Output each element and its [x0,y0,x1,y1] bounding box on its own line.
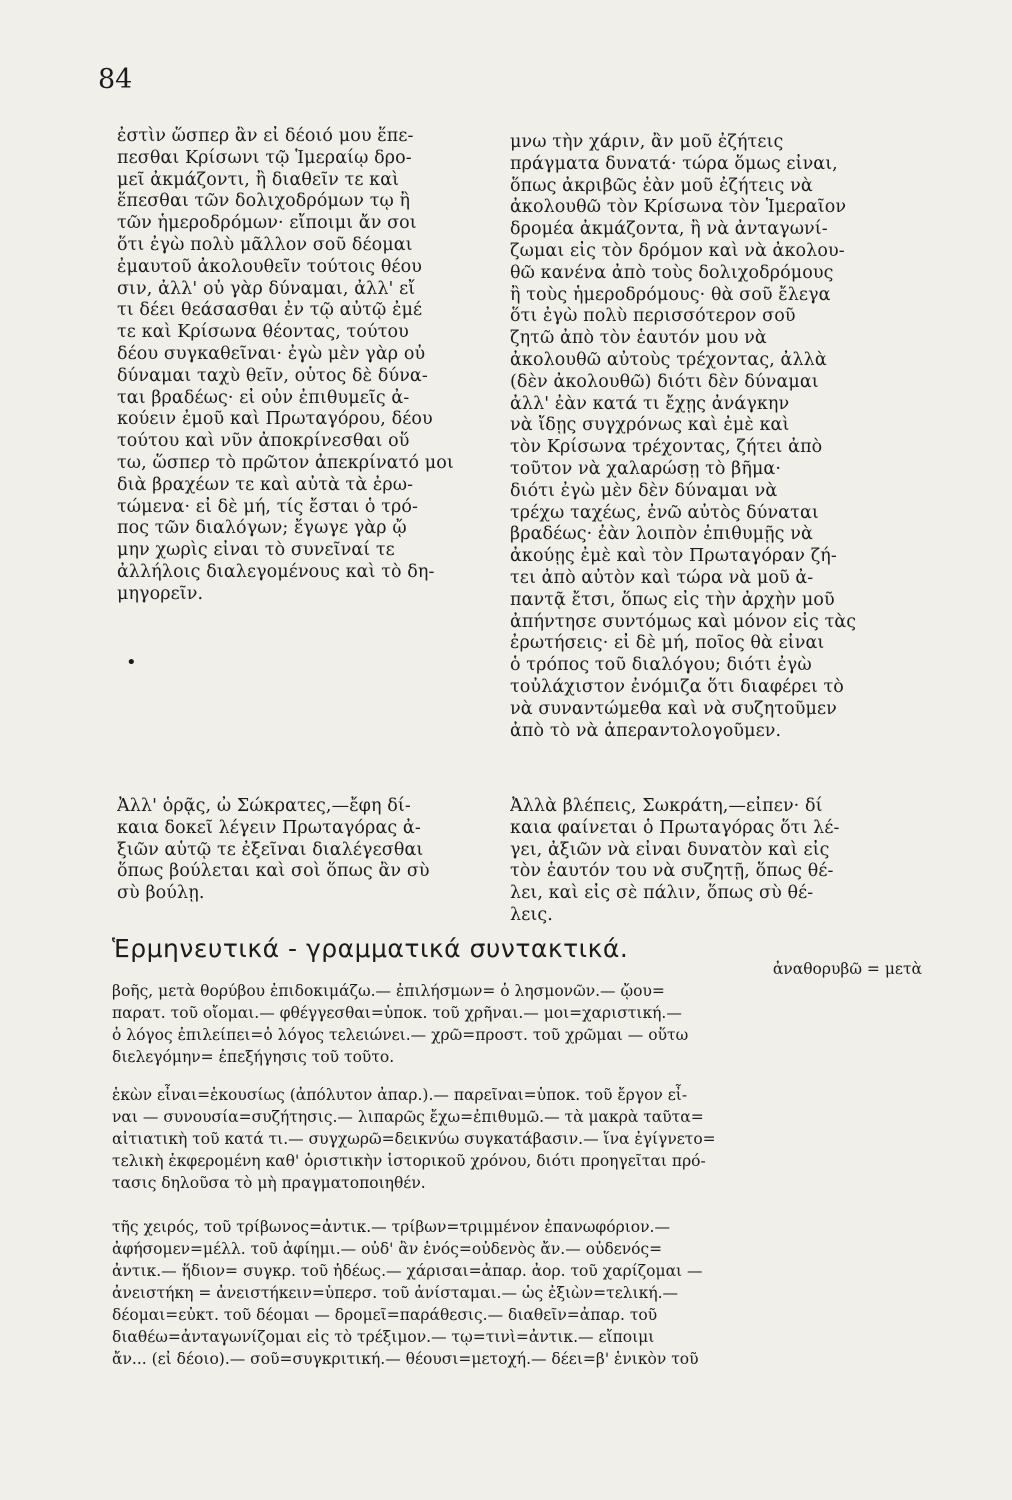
modern-translation-reply [510,796,920,927]
ancient-text-reply [117,796,477,905]
ancient-text-main [117,126,477,606]
text-line: Ἀλλὰ βλέπεις, Σωκράτη,—εἶπεν· δί [510,796,823,816]
note-line: ἑκὼν εἶναι=ἑκουσίως (ἀπόλυτον ἀπαρ.).— παρεῖναι=ὑποκ. τοῦ ἔργον εἶ- [112,1086,688,1104]
text-line: τω, ὥσπερ τὸ πρῶτον ἀπεκρίνατό μοι [117,452,454,473]
note-line: ἀνειστήκη = ἀνειστήκειν=ὑπερσ. τοῦ ἀνίσταμαι.— ὡς ἐξιὼν=τελική.— [112,1284,679,1302]
text-line: καια δοκεῖ λέγειν Πρωταγόρας ἀ- [117,817,421,838]
text-line: (δὲν ἀκολουθῶ) διότι δὲν δύναμαι [510,371,819,392]
text-line: ται βραδέως· εἰ οὖν ἐπιθυμεῖς ἀ- [117,387,410,408]
text-line: τε καὶ Κρίσωνα θέοντας, τούτου [117,322,409,343]
text-line: ἀκούῃς ἐμὲ καὶ τὸν Πρωταγόραν ζή- [510,546,837,567]
text-line: ὁ τρόπος τοῦ διαλόγου; διότι ἐγὼ [510,655,812,676]
text-line: Ἀλλ' ὁρᾷς, ὦ Σώκρατες,—ἔφη δί- [117,796,411,816]
notes-block-2 [112,1084,922,1194]
text-line: ἀκολουθῶ τὸν Κρίσωνα τὸν Ἱμεραῖον [510,197,847,218]
text-line: μηγορεῖν. [117,583,204,604]
text-line: καια φαίνεται ὁ Πρωταγόρας ὅτι λέ- [510,817,840,838]
note-line: ἀντικ.— ἥδιον= συγκρ. τοῦ ἡδέως.— χάρισαι=ἀπαρ. ἀορ. τοῦ χαρίζομαι — [112,1262,703,1280]
note-line: τελικὴ ἐκφερομένη καθ' ὁριστικὴν ἱστορικοῦ χρόνου, διότι προηγεῖται πρό- [112,1152,706,1170]
note-line: τῆς χειρός, τοῦ τρίβωνος=ἀντικ.— τρίβων=τριμμένον ἐπανωφόριον.— [112,1218,670,1236]
note-line: ὁ λόγος ἐπιλείπει=ὁ λόγος τελειώνει.— χρῶ=προστ. τοῦ χρῶμαι — οὕτω [112,1026,689,1044]
note-line: ἄν... (εἰ δέοιο).— σοῦ=συγκριτική.— θέουσι=μετοχή.— δέει=β' ἑνικὸν τοῦ [112,1350,699,1368]
text-line: ἐστὶν ὥσπερ ἂν εἰ δέοιό μου ἕπε- [117,126,414,146]
text-line: θῶ κανένα ἀπὸ τοὺς δολιχοδρόμους [510,262,834,283]
text-line: ὅτι ἐγὼ πολὺ περισσότερον σοῦ [510,306,796,327]
text-line: τώμενα· εἰ δὲ μή, τίς ἔσται ὁ τρό- [117,496,419,517]
text-line: ἀκολουθῶ αὐτοὺς τρέχοντας, ἀλλὰ [510,349,827,370]
note-line: αἰτιατικὴ τοῦ κατά τι.— συγχωρῶ=δεικνύω συγκατάβασιν.— ἵνα ἐγίγνετο= [112,1130,716,1148]
text-line: σὺ βούλῃ. [117,883,205,904]
text-line: διότι ἐγὼ μὲν δὲν δύναμαι νὰ [510,480,778,501]
note-line: βοῆς, μετὰ θορύβου ἐπιδοκιμάζω.— ἐπιλήσμων= ὁ λησμονῶν.— ᾤου= [112,982,665,1000]
text-line: πράγματα δυνατά· τώρα ὅμως εἶναι, [510,153,838,174]
text-line: ὅπως βούλεται καὶ σοὶ ὅπως ἂν σὺ [117,861,430,882]
text-line: τῶν ἡμεροδρόμων· εἴποιμι ἄν σοι [117,213,417,234]
text-line: διὰ βραχέων τε καὶ αὐτὰ τὰ ἐρω- [117,474,414,495]
text-line: ζητῶ ἀπὸ τὸν ἑαυτόν μου νὰ [510,328,767,349]
modern-translation-main [510,132,920,742]
text-line: δέου συγκαθεῖναι· ἐγὼ μὲν γὰρ οὐ [117,343,426,364]
text-line: πος τῶν διαλόγων; ἔγωγε γὰρ ᾤ [117,518,407,539]
text-line: νὰ συναντώμεθα καὶ νὰ συζητοῦμεν [510,698,837,719]
text-line: ἀπὸ τὸ νὰ ἀπεραντολογοῦμεν. [510,720,782,741]
text-line: τοῦτον νὰ χαλαρώσῃ τὸ βῆμα· [510,458,782,479]
note-line: διελεγόμην= ἐπεξήγησις τοῦ τοῦτο. [112,1048,395,1066]
note-line: παρατ. τοῦ οἴομαι.— φθέγγεσθαι=ὑποκ. τοῦ χρῆναι.— μοι=χαριστική.— [112,1004,682,1022]
text-line: λει, καὶ εἰς σὲ πάλιν, ὅπως σὺ θέ- [510,883,814,904]
text-line: δρομέα ἀκμάζοντα, ἢ νὰ ἀνταγωνί- [510,219,828,240]
text-line: λεις. [510,904,553,925]
text-line: ζωμαι εἰς τὸν δρόμον καὶ νὰ ἀκολου- [510,240,845,261]
note-line: ἀφήσομεν=μέλλ. τοῦ ἀφίημι.— οὐδ' ἂν ἑνός=οὐδενὸς ἄν.— οὐδενός= [112,1240,663,1258]
text-line: τοὐλάχιστον ἐνόμιζα ὅτι διαφέρει τὸ [510,676,844,697]
text-line: ἀλλ' ἐὰν κατά τι ἔχῃς ἀνάγκην [510,393,790,414]
notes-heading: Ἑρμηνευτικά - γραμματικά συντακτικά. [112,934,629,963]
text-line: γει, ἀξιῶν νὰ εἶναι δυνατὸν καὶ εἰς [510,839,830,860]
note-line: δέομαι=εὐκτ. τοῦ δέομαι — δρομεῖ=παράθεσις.— διαθεῖν=ἀπαρ. τοῦ [112,1306,658,1324]
note-line: ναι — συνουσία=συζήτησις.— λιπαρῶς ἔχω=ἐπιθυμῶ.— τὰ μακρὰ ταῦτα= [112,1108,704,1126]
text-line: ἀπήντησε συντόμως καὶ μόνον εἰς τὰς [510,611,857,632]
text-line: τούτου καὶ νῦν ἀποκρίνεσθαι οὕ [117,431,410,452]
note-line: διαθέω=ἀνταγωνίζομαι εἰς τὸ τρέξιμον.— τῳ=τινὶ=ἀντικ.— εἴποιμι [112,1328,655,1346]
bullet-dot: • [126,652,137,673]
text-line: ἕπεσθαι τῶν δολιχοδρόμων τῳ ἢ [117,191,411,212]
notes-block-3 [112,1216,922,1370]
text-line: τρέχω ταχέως, ἐνῶ αὐτὸς δύναται [510,502,819,523]
text-line: ἢ τοὺς ἡμεροδρόμους· θὰ σοῦ ἔλεγα [510,284,831,305]
notes-block-1 [112,958,922,1068]
text-line: μνω τὴν χάριν, ἂν μοῦ ἐζήτεις [510,132,784,152]
text-line: ἐμαυτοῦ ἀκολουθεῖν τούτοις θέου [117,256,423,277]
text-line: δύναμαι ταχὺ θεῖν, οὗτος δὲ δύνα- [117,365,428,386]
text-line: ἀλλήλοις διαλεγομένους καὶ τὸ δη- [117,561,435,582]
note-line: ἀναθορυβῶ = μετὰ [772,960,922,978]
note-line: τασις δηλοῦσα τὸ μὴ πραγματοποιηθέν. [112,1174,426,1192]
text-line: ὅτι ἐγὼ πολὺ μᾶλλον σοῦ δέομαι [117,234,413,255]
text-line: τι δέει θεάσασθαι ἐν τῷ αὐτῷ ἐμέ [117,300,423,321]
text-line: πεσθαι Κρίσωνι τῷ Ἱμεραίῳ δρο- [117,147,412,168]
text-line: παντᾷ ἔτσι, ὅπως εἰς τὴν ἀρχὴν μοῦ [510,589,835,610]
text-line: κούειν ἐμοῦ καὶ Πρωταγόρου, δέου [117,409,433,430]
text-line: μεῖ ἀκμάζοντι, ἢ διαθεῖν τε καὶ [117,169,400,190]
text-line: τὸν Κρίσωνα τρέχοντας, ζήτει ἀπὸ [510,437,823,458]
page-number: 84 [98,64,133,95]
text-line: σιν, ἀλλ' οὐ γὰρ δύναμαι, ἀλλ' εἴ [117,278,416,299]
text-line: μην χωρὶς εἶναι τὸ συνεῖναί τε [117,540,395,561]
text-line: ξιῶν αὑτῷ τε ἐξεῖναι διαλέγεσθαι [117,839,424,860]
text-line: τὸν ἑαυτόν του νὰ συζητῇ, ὅπως θέ- [510,861,834,882]
text-line: βραδέως· ἐὰν λοιπὸν ἐπιθυμῇς νὰ [510,524,813,545]
text-line: ὅπως ἀκριβῶς ἐὰν μοῦ ἐζήτεις νὰ [510,175,813,196]
text-line: νὰ ἴδῃς συγχρόνως καὶ ἐμὲ καὶ [510,415,790,436]
text-line: ἐρωτήσεις· εἰ δὲ μή, ποῖος θὰ εἶναι [510,633,825,654]
text-line: τει ἀπὸ αὐτὸν καὶ τώρα νὰ μοῦ ἀ- [510,567,814,588]
